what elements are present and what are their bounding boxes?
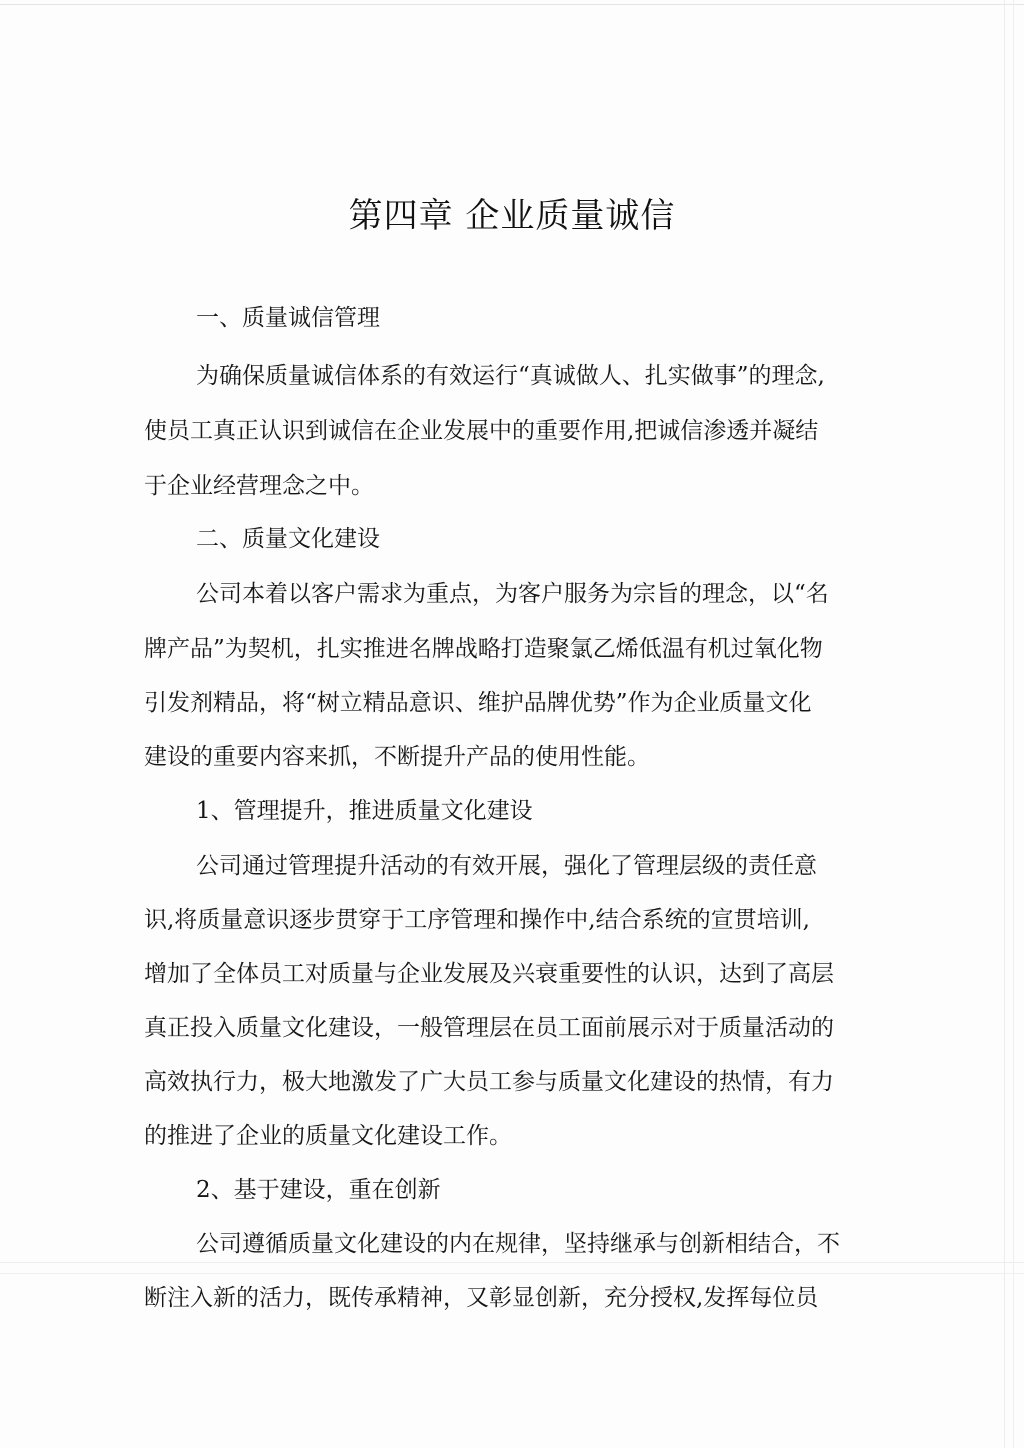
subsection-heading-innovation: 2、基于建设，重在创新	[196, 1177, 441, 1203]
paragraph-line: 高效执行力，极大地激发了广大员工参与质量文化建设的热情，有力	[144, 1069, 834, 1095]
paragraph-line: 公司遵循质量文化建设的内在规律，坚持继承与创新相结合，不	[196, 1231, 840, 1257]
paragraph-line: 建设的重要内容来抓，不断提升产品的使用性能。	[144, 744, 650, 770]
paragraph-line: 的推进了企业的质量文化建设工作。	[144, 1123, 512, 1149]
paragraph-line: 增加了全体员工对质量与企业发展及兴衰重要性的认识，达到了高层	[144, 961, 834, 987]
paragraph-line: 牌产品”为契机，扎实推进名牌战略打造聚氯乙烯低温有机过氧化物	[144, 636, 823, 662]
subsection-heading-management: 1、管理提升，推进质量文化建设	[196, 798, 533, 824]
scan-edge-top	[0, 4, 1024, 5]
section-heading-quality-culture: 二、质量文化建设	[196, 526, 380, 552]
paragraph-line: 公司本着以客户需求为重点，为客户服务为宗旨的理念，以“名	[196, 581, 829, 607]
paragraph-line: 使员工真正认识到诚信在企业发展中的重要作用,把诚信渗透并凝结	[144, 418, 819, 444]
paragraph-line: 公司通过管理提升活动的有效开展，强化了管理层级的责任意	[196, 853, 817, 879]
chapter-title: 第四章 企业质量诚信	[348, 196, 676, 236]
paragraph-line: 真正投入质量文化建设，一般管理层在员工面前展示对于质量活动的	[144, 1015, 834, 1041]
section-heading-quality-integrity: 一、质量诚信管理	[196, 305, 380, 331]
paragraph-line: 于企业经营理念之中。	[144, 473, 374, 499]
paragraph-line: 断注入新的活力，既传承精神，又彰显创新，充分授权,发挥每位员	[144, 1285, 819, 1311]
paragraph-line: 识,将质量意识逐步贯穿于工序管理和操作中,结合系统的宣贯培训,	[144, 907, 810, 933]
paragraph-line: 引发剂精品，将“树立精品意识、维护品牌优势”作为企业质量文化	[144, 690, 812, 716]
paragraph-line: 为确保质量诚信体系的有效运行“真诚做人、扎实做事”的理念,	[196, 363, 825, 389]
